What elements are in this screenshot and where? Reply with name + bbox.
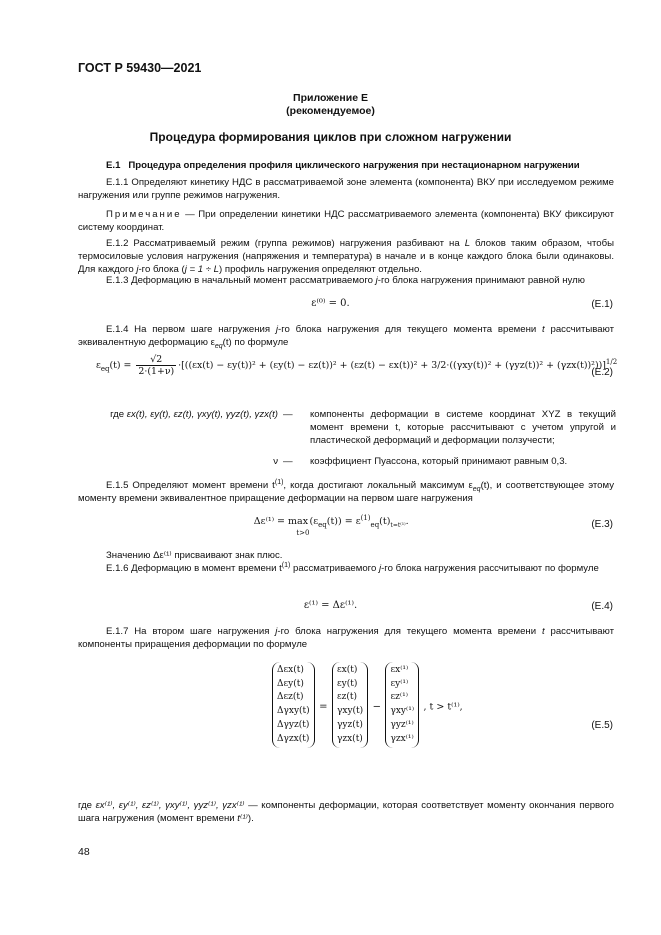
text-run: Е.1.4 На первом шаге нагружения — [106, 324, 276, 335]
text-run: j — [378, 563, 382, 574]
eq-subscript: eq — [318, 520, 327, 529]
eq-condition: , t > t⁽¹⁾, — [423, 701, 463, 713]
matrix-cell: γyz(t) — [336, 719, 363, 730]
paragraph-e112 — [78, 238, 614, 276]
paragraph-e116 — [78, 563, 614, 576]
matrix-cell: εz(t) — [336, 692, 358, 703]
equation-number: (Е.4) — [591, 601, 613, 612]
where-text-2: коэффициент Пуассона, который принимают равным 0,3. — [310, 456, 568, 467]
text-run: — компоненты деформации, которая соответствует моменту окончания первого шага нагружения (момент времени — [78, 800, 615, 824]
matrix-cell: Δγzx(t) — [277, 733, 310, 744]
section-heading — [78, 160, 614, 173]
where-symbol: εx(t), εy(t), εz(t), γxy(t), γyz(t), γzx(t) — [126, 409, 278, 420]
document-header: ГОСТ Р 59430—2021 — [78, 61, 202, 75]
paragraph-sign: Значению Δε⁽¹⁾ присваивают знак плюс. — [106, 550, 283, 561]
text-run: Е.1.5 Определяют момент времени t — [106, 480, 275, 491]
text-run: eq — [214, 342, 223, 350]
matrix-cell: εx⁽¹⁾ — [390, 665, 409, 675]
where-text-1: компоненты деформации в системе координат XYZ в текущий момент времени t, которые рассчитывают с учетом упругой и пластической деформаций и деформации ползучести; — [310, 409, 616, 446]
text-run: (1) — [281, 561, 291, 569]
text-run: где — [78, 800, 96, 811]
paragraph-e111: Е.1.1 Определяют кинетику НДС в рассматриваемой зоне элемента (компонента) ВКУ при исследуемом режиме нагружения или группе режимов нагружения. — [78, 177, 614, 201]
text-run: j — [136, 263, 139, 275]
text-run: рассчитывают компоненты приращения деформации по формуле — [78, 626, 614, 650]
page-title: Процедура формирования циклов при сложном нагружении — [149, 130, 512, 144]
eq-minus: − — [372, 701, 382, 713]
text-run: ). — [247, 812, 254, 824]
note-label: Примечание — [106, 209, 182, 220]
equation-number: (Е.1) — [591, 299, 613, 310]
eq-limit: t>0 — [296, 529, 310, 537]
appendix-label: Приложение Е — [293, 92, 368, 104]
text-run: L — [464, 238, 471, 249]
text-run: -го блока нагружения для текущего момента времени — [277, 626, 542, 637]
text-run: -го блока нагружения принимают равной нулю — [377, 275, 585, 286]
matrix-cell: γxy(t) — [336, 706, 364, 717]
text-run: , когда достигают локальный максимум ε — [283, 480, 473, 491]
text-run: Е.1.2 Рассматриваемый режим (группа режимов) нагружения разбивают на — [106, 238, 465, 249]
note-text: — При определении кинетики НДС рассматриваемого элемента (компонента) ВКУ фиксируют систему координат. — [78, 209, 614, 233]
text-run: Е.1.6 Деформацию в момент времени t — [106, 563, 282, 574]
where-prefix: где — [110, 409, 125, 420]
matrix-cell: Δεy(t) — [277, 678, 304, 689]
text-run: Е.1.3 Деформацию в начальный момент рассматриваемого — [106, 275, 376, 286]
text-run: j — [375, 275, 378, 286]
eq-subscript: eq — [100, 364, 110, 373]
matrix-cell: εx(t) — [336, 665, 358, 675]
eq-fraction-num: √2 — [136, 354, 176, 366]
where-dash: — — [283, 456, 293, 467]
text-run: j — [275, 324, 279, 335]
text-run: (t), и соответствующее этому моменту времени эквивалентное приращение деформации на первом шаге нагружения — [78, 480, 614, 504]
text-run: рассматриваемого — [290, 563, 379, 574]
equation-e5 — [272, 662, 472, 794]
eq-symbol: (t)) = ε — [326, 516, 361, 527]
note-paragraph — [78, 209, 614, 235]
eq-subscript: eq — [370, 520, 380, 529]
matrix-cell: γzx⁽¹⁾ — [390, 733, 414, 744]
text-run: -го блока нагружения для текущего момента времени — [278, 324, 543, 335]
equation-e4: ε⁽¹⁾ = Δε⁽¹⁾. — [303, 600, 358, 611]
text-run: j — [275, 626, 278, 637]
text-run: (1) — [274, 478, 284, 486]
matrix-cell: Δεz(t) — [277, 692, 304, 703]
text-run: -го блока ( — [138, 263, 185, 275]
text-run: блоков таким образом, чтобы термосиловые условия нагружения (напряжения и температура) в начале и в конце каждого блока были одинаковы. Для каждого — [78, 238, 614, 275]
equation-e3 — [0, 513, 661, 538]
paragraph-e117 — [78, 626, 614, 652]
eq-symbol: Δε⁽¹⁾ = max — [253, 516, 309, 527]
matrix-cell: Δγxy(t) — [277, 706, 310, 717]
text-run: -го блока нагружения рассчитывают по формуле — [381, 563, 599, 574]
appendix-status: (рекомендуемое) — [286, 105, 375, 117]
text-run: ) профиль нагружения определяют отдельно. — [219, 263, 422, 275]
eq-symbol: . — [405, 516, 409, 527]
matrix-cell: γxy⁽¹⁾ — [390, 706, 415, 717]
eq-condition: t=t⁽¹⁾ — [390, 521, 406, 529]
equation-e2 — [96, 354, 616, 390]
paragraph-final — [78, 800, 614, 826]
eq-symbol: (ε — [309, 516, 319, 527]
text-run: рассчитывают эквивалентную деформацию ε — [78, 324, 614, 348]
text-run: εx⁽¹⁾, εy⁽¹⁾, εz⁽¹⁾, γxy⁽¹⁾, γyz⁽¹⁾, γzx⁽¹⁾ — [95, 800, 245, 811]
text-run: (t) по формуле — [222, 336, 289, 348]
page-number: 48 — [78, 846, 90, 858]
text-run: t⁽¹⁾ — [237, 812, 248, 824]
eq-superscript: (1) — [360, 513, 371, 522]
eq-equals: = — [319, 701, 328, 713]
matrix-cell: εy(t) — [336, 678, 358, 689]
equation-number: (Е.5) — [591, 720, 613, 731]
eq-symbol: (t) — [379, 516, 391, 527]
eq-max — [252, 516, 309, 538]
eq-power: 1/2 — [605, 357, 618, 366]
eq-symbol: (t) = — [109, 360, 132, 371]
matrix-cell: γyz⁽¹⁾ — [390, 719, 414, 730]
text-run: Е.1.7 На втором шаге нагружения — [106, 626, 276, 637]
paragraph-e113 — [78, 275, 614, 288]
matrix-cell: Δεx(t) — [277, 665, 304, 675]
paragraph-e115 — [78, 480, 614, 506]
matrix-current — [332, 662, 368, 748]
matrix-cell: Δγyz(t) — [277, 719, 310, 730]
where-symbols-1 — [78, 409, 278, 422]
equation-number: (Е.2) — [591, 367, 613, 378]
equation-e1: ε⁽⁰⁾ = 0. — [311, 298, 350, 309]
text-run: t — [542, 324, 545, 335]
matrix-increments — [272, 662, 315, 748]
paragraph-e114 — [78, 324, 614, 350]
text-run: t — [541, 626, 545, 637]
section-title: Процедура определения профиля циклического нагружения при нестационарном нагружении — [128, 160, 580, 171]
where-dash: — — [283, 409, 293, 420]
matrix-cell: εy⁽¹⁾ — [390, 678, 409, 689]
where-symbols-2: ν — [273, 456, 278, 467]
text-run: eq — [472, 485, 481, 493]
matrix-cell: γzx(t) — [336, 733, 363, 744]
eq-fraction — [136, 354, 176, 377]
eq-symbol: ε — [96, 360, 101, 371]
section-number: Е.1 — [106, 160, 121, 171]
matrix-cell: εz⁽¹⁾ — [390, 692, 408, 703]
equation-number: (Е.3) — [591, 519, 613, 530]
eq-body: ·[((εx(t) − εy(t))² + (εy(t) − εz(t))² + (εz(t) − εx(t))² + 3/2·((γxy(t))² + (γyz(t))² + (γzx(t))²))] — [178, 360, 606, 371]
text-run: j = 1 ÷ L — [184, 263, 220, 275]
eq-fraction-den: 2·(1+ν) — [138, 366, 175, 377]
matrix-first-step — [385, 662, 419, 748]
